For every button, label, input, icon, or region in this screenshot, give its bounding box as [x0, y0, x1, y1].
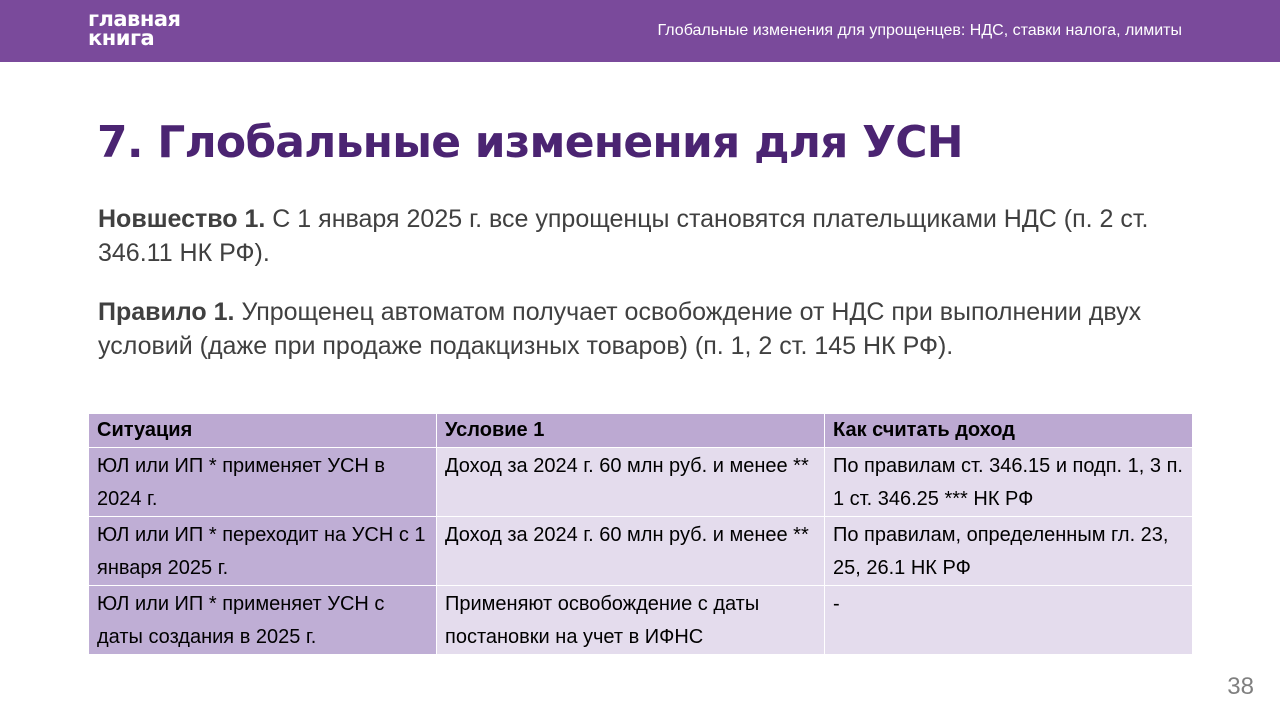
logo-line-2: книга: [88, 26, 155, 50]
rule-paragraph: [98, 295, 1208, 363]
slide-title: 7. Глобальные изменения для УСН: [97, 117, 963, 168]
table-cell-situation: ЮЛ или ИП * переходит на УСН с 1 января 2025 г.: [89, 517, 437, 586]
logo-line-1: главная: [88, 7, 181, 31]
table-cell-income: -: [825, 586, 1193, 655]
page-number: 38: [1227, 673, 1254, 700]
column-header-situation: Ситуация: [89, 414, 437, 448]
table-cell-condition: Доход за 2024 г. 60 млн руб. и менее **: [437, 517, 825, 586]
rule-text: Упрощенец автоматом получает освобождение от НДС при выполнении двух условий (даже при продаже подакцизных товаров) (п. 1, 2 ст. 145 НК РФ).: [98, 298, 1142, 360]
table-header-row: [89, 414, 1193, 448]
table-cell-income: По правилам ст. 346.15 и подп. 1, 3 п. 1 ст. 346.25 *** НК РФ: [825, 448, 1193, 517]
rule-lead: Правило 1.: [98, 298, 235, 326]
table-cell-condition: Применяют освобождение с даты постановки на учет в ИФНС: [437, 586, 825, 655]
table-row: [89, 448, 1193, 517]
table-cell-situation: ЮЛ или ИП * применяет УСН с даты создания в 2025 г.: [89, 586, 437, 655]
table-cell-income: По правилам, определенным гл. 23, 25, 26.1 НК РФ: [825, 517, 1193, 586]
table-cell-condition: Доход за 2024 г. 60 млн руб. и менее **: [437, 448, 825, 517]
table-row: [89, 517, 1193, 586]
table-row: [89, 586, 1193, 655]
innovation-text: С 1 января 2025 г. все упрощенцы становятся плательщиками НДС (п. 2 ст. 346.11 НК РФ).: [98, 205, 1149, 267]
innovation-lead: Новшество 1.: [98, 205, 266, 233]
conditions-table: [88, 413, 1193, 655]
column-header-income: Как считать доход: [825, 414, 1193, 448]
header-bar: [0, 0, 1280, 62]
innovation-paragraph: [98, 202, 1208, 270]
header-subtitle: Глобальные изменения для упрощенцев: НДС, ставки налога, лимиты: [657, 22, 1182, 39]
column-header-condition: Условие 1: [437, 414, 825, 448]
table-cell-situation: ЮЛ или ИП * применяет УСН в 2024 г.: [89, 448, 437, 517]
brand-logo: [88, 7, 181, 50]
